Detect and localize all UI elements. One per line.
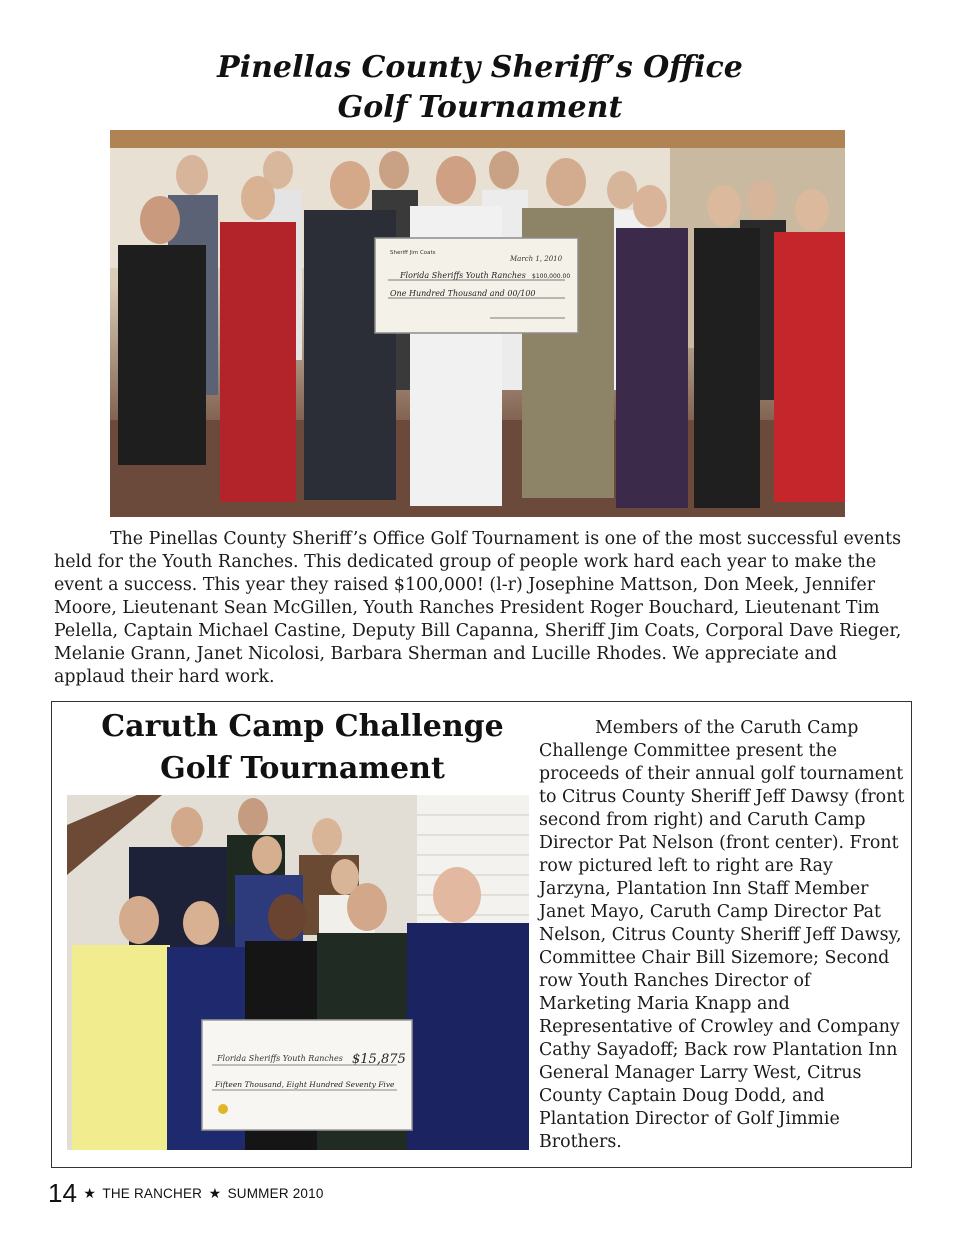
- article-1-title-line-1: Pinellas County Sheriff’s Office: [217, 50, 743, 85]
- star-icon: ★: [208, 1185, 222, 1201]
- article-2-group-photo: [67, 795, 529, 1150]
- article-1-caption-text: The Pinellas County Sheriff’s Office Golf Tournament is one of the most successful events held for the Youth Ranches. This dedicated group of people work hard each year to make the event a success. This year they raised $100,000! (l-r) Josephine Mattson, Don Meek, Jennifer Moore, Lieutenant Sean McGillen, Youth Ranches President Roger Bouchard, Lieutenant Tim Pelella, Captain Michael Castine, Deputy Bill Capanna, Sheriff Jim Coats, Corporal Dave Rieger, Melanie Grann, Janet Nicolosi, Barbara Sherman and Lucille Rhodes. We appreciate and applaud their hard work.: [54, 529, 902, 687]
- check-1-payee: Florida Sheriffs Youth Ranches: [400, 271, 526, 280]
- check-1-written-amount: One Hundred Thousand and 00/100: [390, 289, 536, 298]
- article-2-title: [80, 706, 525, 790]
- article-2-caption: [539, 717, 907, 1154]
- article-2-title-line-2: Golf Tournament: [160, 751, 445, 786]
- check-1-payer: Sheriff Jim Coats: [390, 250, 436, 256]
- article-1-group-photo: [110, 130, 845, 517]
- check-2-written-amount: Fifteen Thousand, Eight Hundred Seventy Five: [215, 1080, 395, 1089]
- publication-name: THE RANCHER: [102, 1186, 203, 1201]
- article-1-title-line-2: Golf Tournament: [337, 90, 623, 125]
- check-1-date: March 1, 2010: [510, 255, 563, 263]
- star-icon: ★: [83, 1185, 96, 1201]
- check-2-amount: $15,875: [352, 1052, 406, 1067]
- article-2-title-line-1: Caruth Camp Challenge: [101, 709, 504, 744]
- check-2-payee: Florida Sheriffs Youth Ranches: [217, 1054, 343, 1063]
- article-1-title: [0, 48, 960, 128]
- issue-label: SUMMER 2010: [227, 1186, 324, 1201]
- article-2-caption-text: Members of the Caruth Camp Challenge Committee present the proceeds of their annual golf tournament to Citrus County Sheriff Jeff Dawsy (front second from right) and Caruth Camp Director Pat Nelson (front center). Front row pictured left to right are Ray Jarzyna, Plantation Inn Staff Member Janet Mayo, Caruth Camp Director Pat Nelson, Citrus County Sheriff Jeff Dawsy, Committee Chair Bill Sizemore; Second row Youth Ranches Director of Marketing Maria Knapp and Representative of Crowley and Company Cathy Sayadoff; Back row Plantation Inn General Manager Larry West, Citrus County Captain Doug Dodd, and Plantation Director of Golf Jimmie Brothers.: [539, 718, 905, 1152]
- article-1-caption: [54, 528, 906, 689]
- check-1-amount: $100,000.00: [532, 273, 571, 280]
- page-footer: [48, 1178, 324, 1210]
- page-number: 14: [48, 1178, 77, 1208]
